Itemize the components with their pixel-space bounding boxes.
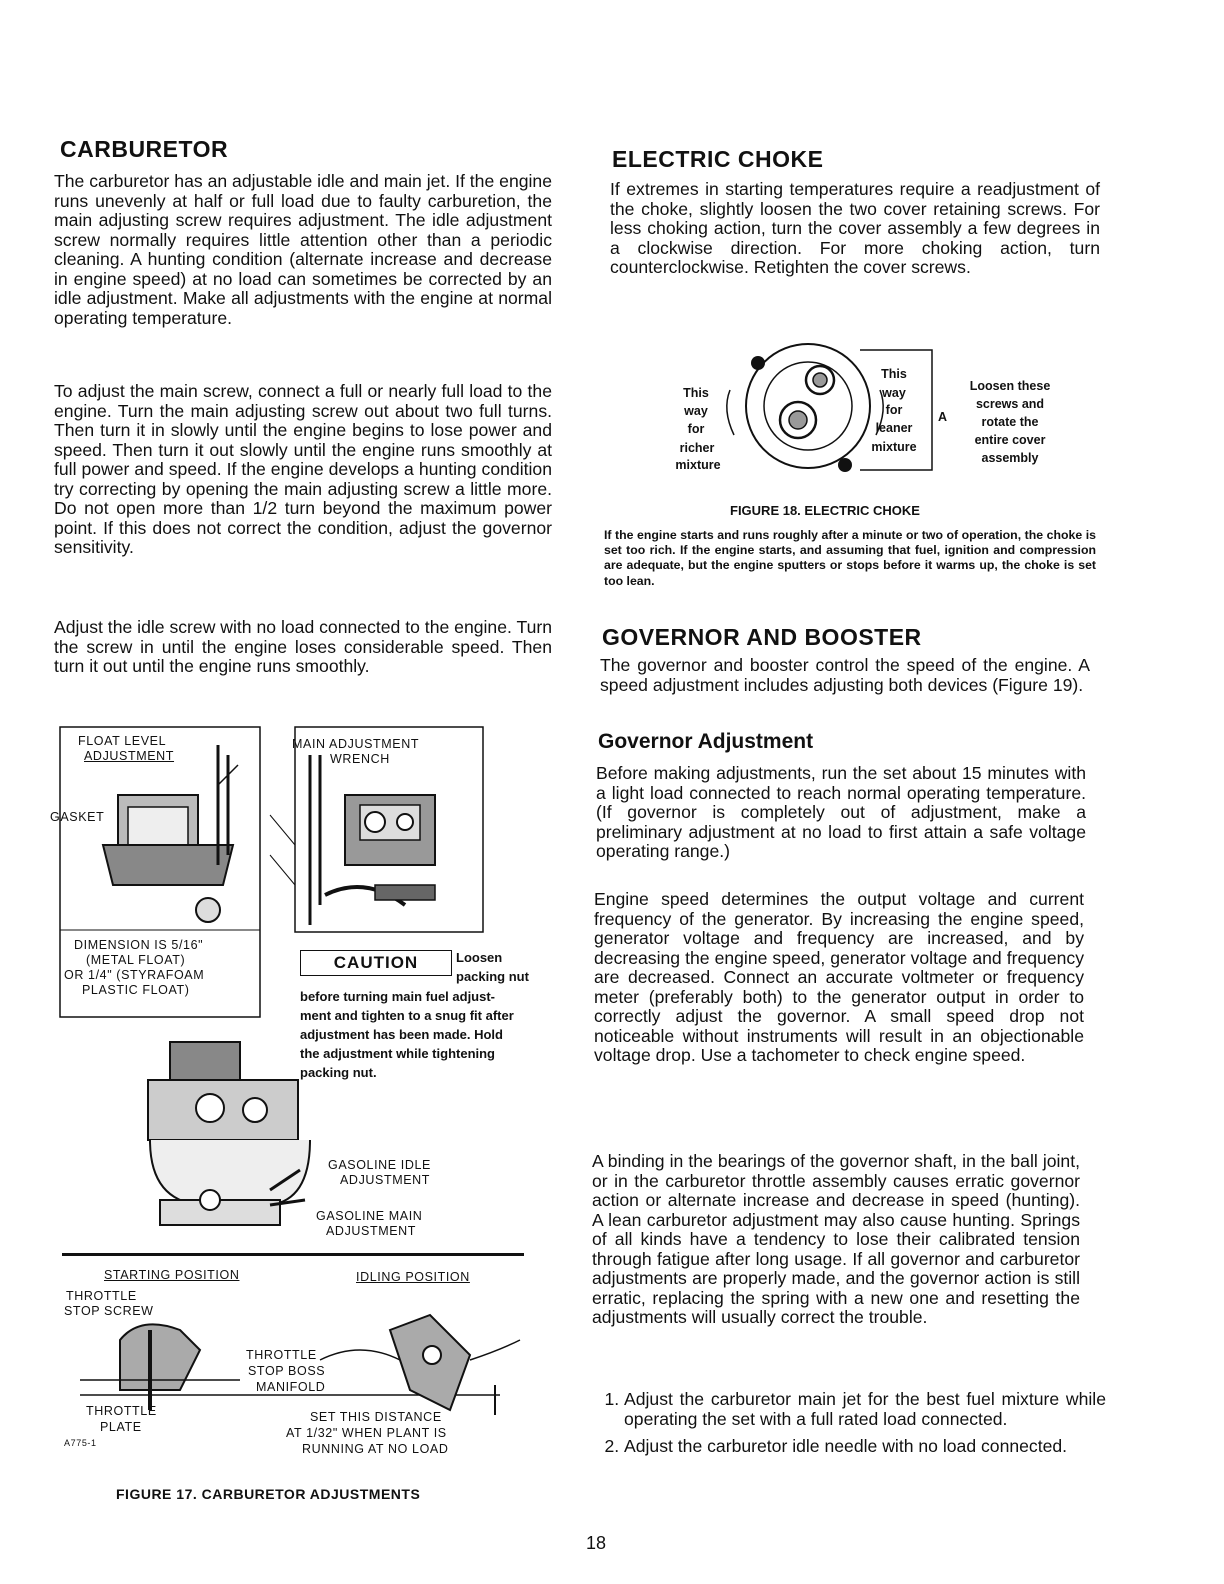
dimension-label-3: OR 1/4" (STYRAFOAM	[64, 968, 205, 982]
marker-a: A	[938, 410, 948, 424]
set-distance-label-3: RUNNING AT NO LOAD	[302, 1442, 449, 1456]
float-level-label: FLOAT LEVEL	[78, 734, 167, 748]
caution-text-3: before turning main fuel adjust-	[300, 989, 496, 1004]
starting-position-label: STARTING POSITION	[104, 1268, 240, 1282]
caution-text-6: the adjustment while tightening	[300, 1046, 495, 1061]
carburetor-paragraph-2: To adjust the main screw, connect a full or nearly full load to the engine. Turn the main adjusting screw out about two full turns. Then turn it in slowly until the engine begins to lose power and speed. Then turn it out slowly until the engine runs smoothly at full power and speed. If the engine develops a hunting condition try correcting by opening the main adjusting screw a little more. Do not open more than 1/2 turn beyond the maximum power point. If this does not correct the condition, adjust the governor sensitivity.	[54, 381, 552, 557]
figure-17-caption: FIGURE 17. CARBURETOR ADJUSTMENTS	[116, 1486, 421, 1502]
figure-18-caption: FIGURE 18. ELECTRIC CHOKE	[730, 503, 920, 518]
gasoline-idle-label-2: ADJUSTMENT	[340, 1173, 431, 1187]
caution-text-7: packing nut.	[300, 1065, 377, 1080]
carburetor-paragraph-3: Adjust the idle screw with no load connected to the engine. Turn the screw in until the engine loses considerable speed. Then turn it out until the engine runs smoothly.	[54, 617, 552, 676]
throttle-plate-label-1: THROTTLE	[86, 1404, 157, 1418]
richer-label-2: way	[684, 404, 708, 418]
gasoline-idle-label-1: GASOLINE IDLE	[328, 1158, 431, 1172]
throttle-label: THROTTLE	[246, 1348, 317, 1362]
choke-note: If the engine starts and runs roughly after a minute or two of operation, the choke is set too rich. If the engine starts, and assuming that fuel, ignition and compression are adequate, but the engine sputters or stops before it warms up, the choke is set too lean.	[604, 528, 1096, 588]
governor-adjustment-subheading: Governor Adjustment	[598, 730, 814, 753]
throttle-stop-screw-label-2: STOP SCREW	[64, 1304, 154, 1318]
idling-position-label: IDLING POSITION	[356, 1270, 470, 1284]
richer-label-5: mixture	[675, 458, 721, 472]
figure-divider	[62, 1253, 524, 1256]
caution-text-5: adjustment has been made. Hold	[300, 1027, 503, 1042]
caution-badge: CAUTION	[300, 950, 452, 976]
page-number: 18	[586, 1533, 607, 1553]
governor-paragraph-2: Before making adjustments, run the set about 15 minutes with a light load connected to reach normal operating temperature. (If governor is completely out of adjustment, make a preliminary adjustment at no load to first attain a safe voltage operating range.)	[596, 763, 1086, 861]
gasket-label: GASKET	[50, 810, 105, 824]
dimension-label-1: DIMENSION IS 5/16"	[74, 938, 204, 952]
leaner-label-1: This	[881, 367, 907, 381]
wrench-label: WRENCH	[330, 752, 390, 766]
leaner-label-2: way	[882, 386, 906, 400]
dimension-label-2: (METAL FLOAT)	[86, 953, 186, 967]
governor-paragraph-1: The governor and booster control the speed of the engine. A speed adjustment includes adjusting both devices (Figure 19).	[600, 655, 1090, 695]
set-distance-label-1: SET THIS DISTANCE	[310, 1410, 442, 1424]
richer-label-1: This	[683, 386, 709, 400]
governor-paragraph-3: Engine speed determines the output voltage and current frequency of the generator. By increasing the engine speed, generator voltage and frequency are increased, and by decreasing the engine speed, generator voltage and frequency are decreased. Connect an accurate voltmeter or frequency meter (preferably both) to the generator output in order to correctly adjust the governor. A small speed drop not noticeable without instruments will result in an objectionable voltage drop. Use a tachometer to check engine speed.	[594, 889, 1084, 1065]
leaner-label-4: leaner	[875, 421, 913, 435]
loosen-label-1: Loosen these	[969, 379, 1051, 393]
stop-boss-label: STOP BOSS	[248, 1364, 326, 1378]
richer-label-4: richer	[679, 441, 715, 455]
carburetor-heading: CARBURETOR	[60, 136, 229, 162]
gasoline-main-label-2: ADJUSTMENT	[326, 1224, 417, 1238]
governor-steps	[596, 1390, 1106, 1465]
manifold-label: MANIFOLD	[256, 1380, 326, 1394]
governor-step-1: 1. Adjust the carburetor main jet for the best fuel mixture while operating the set with a full rated load connected.	[624, 1390, 1106, 1429]
governor-step-2: 2. Adjust the carburetor idle needle with no load connected.	[624, 1437, 1106, 1457]
caution-text-2: packing nut	[456, 969, 529, 984]
governor-heading: GOVERNOR AND BOOSTER	[602, 624, 922, 650]
throttle-plate-label-2: PLATE	[100, 1420, 142, 1434]
gasoline-main-label-1: GASOLINE MAIN	[316, 1209, 423, 1223]
leaner-label-5: mixture	[871, 440, 917, 454]
loosen-label-3: rotate the	[981, 415, 1039, 429]
caution-text-1: Loosen	[456, 950, 503, 965]
electric-choke-heading: ELECTRIC CHOKE	[612, 146, 824, 172]
dimension-label-4: PLASTIC FLOAT)	[82, 983, 190, 997]
leaner-label-3: for	[885, 403, 903, 417]
figure-code: A775-1	[64, 1438, 97, 1448]
loosen-label-2: screws and	[975, 397, 1045, 411]
caution-text-4: ment and tighten to a snug fit after	[300, 1008, 514, 1023]
carburetor-body-illustration	[140, 1040, 340, 1230]
electric-choke-paragraph: If extremes in starting temperatures require a readjustment of the choke, slightly loosen the two cover retaining screws. For less choking action, turn the cover assembly a few degrees in a clockwise direction. For more choking action, turn counterclockwise. Retighten the cover screws.	[610, 179, 1100, 277]
richer-label-3: for	[687, 422, 705, 436]
carburetor-paragraph-1: The carburetor has an adjustable idle and main jet. If the engine runs unevenly at half or full load due to faulty carburetion, the main adjusting screw requires adjustment. The idle adjustment screw normally requires little attention other than a periodic cleaning. A hunting condition (alternate increase and decrease in engine speed) at no load can sometimes be corrected by an idle adjustment. Make all adjustments with the engine at normal operating temperature.	[54, 171, 552, 328]
loosen-label-5: assembly	[981, 451, 1039, 465]
loosen-label-4: entire cover	[974, 433, 1046, 447]
throttle-stop-screw-label-1: THROTTLE	[66, 1289, 137, 1303]
main-adjustment-label: MAIN ADJUSTMENT	[292, 737, 420, 751]
float-adjustment-label: ADJUSTMENT	[84, 749, 175, 763]
governor-paragraph-4: A binding in the bearings of the governor shaft, in the ball joint, or in the carburetor throttle assembly causes erratic governor action or alternate increase and decrease in speed (hunting). A lean carburetor adjustment may also cause hunting. Springs of all kinds have a tendency to lose their calibrated tension through fatigue after long usage. If all governor and carburetor adjustments are properly made, and the governor action is still erratic, replacing the spring with a new one and resetting the adjustments will usually correct the trouble.	[592, 1151, 1080, 1327]
set-distance-label-2: AT 1/32" WHEN PLANT IS	[286, 1426, 447, 1440]
